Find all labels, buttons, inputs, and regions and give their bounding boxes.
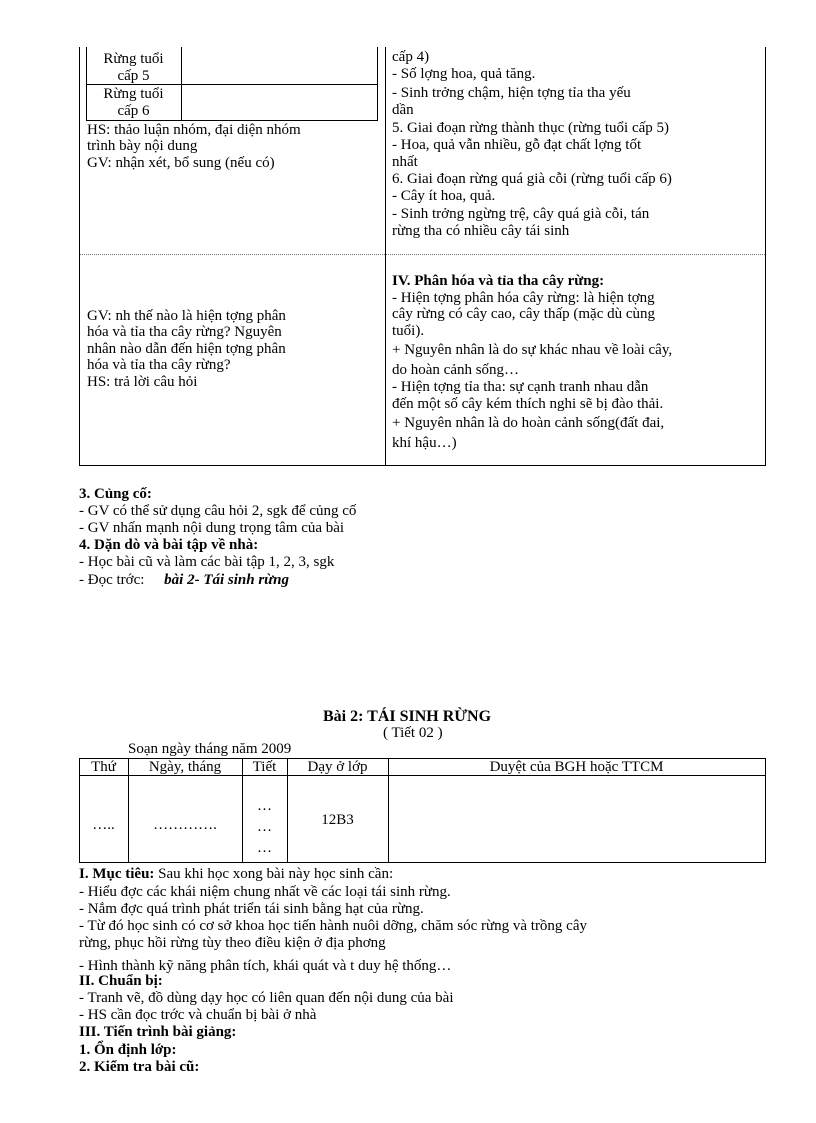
header-duyet: Duyệt của BGH hoặc TTCM — [489, 759, 664, 775]
age-class-6-label: Rừng tuổi cấp 6 — [103, 86, 164, 119]
preparation-heading: II. Chuẩn bị: — [79, 973, 163, 989]
process-step: 2. Kiểm tra bài cũ: — [79, 1059, 200, 1075]
consolidation-item: - GV có thể sử dụng câu hỏi 2, sgk để củng cố — [79, 503, 357, 519]
objective-item: rừng, phục hồi rừng tùy theo điều kiện ở địa phơng — [79, 935, 386, 951]
homework-item: - Học bài cũ và làm các bài tập 1, 2, 3, sgk — [79, 554, 335, 570]
homework-heading: 4. Dặn dò và bài tập về nhà: — [79, 537, 259, 553]
homework-item-reading: - Đọc trớc: bài 2- Tái sinh rừng — [79, 572, 290, 588]
cell-ngay: …………. — [153, 817, 217, 833]
lesson-title: Bài 2: TÁI SINH RỪNG — [323, 708, 492, 725]
objective-item: - Từ đó học sinh có cơ sở khoa học tiến hành nuôi dỡng, chăm sóc rừng và trồng cây — [79, 918, 588, 934]
cell-lop: 12B3 — [321, 812, 354, 828]
preparation-item: - Tranh vẽ, đồ dùng dạy học có liên quan đến nội dung của bài — [79, 990, 454, 1006]
date-line: Soạn ngày tháng năm 2009 — [128, 741, 292, 757]
header-thu: Thứ — [91, 759, 116, 775]
header-tiet: Tiết — [252, 759, 277, 775]
objective-item: - Hình thành kỹ năng phân tích, khái quát và t duy hệ thống… — [79, 958, 452, 974]
consolidation-heading: 3. Củng cố: — [79, 486, 152, 502]
objective-item: - Hiểu đợc các khái niệm chung nhất về các loại tái sinh rừng. — [79, 884, 451, 900]
cell-tiet: … … … — [257, 798, 272, 856]
objective-item: - Nắm đợc quá trình phát triển tái sinh bằng hạt của rừng. — [79, 901, 424, 917]
header-day-o-lop: Dạy ở lớp — [307, 759, 368, 775]
process-step: 1. Ổn định lớp: — [79, 1042, 177, 1058]
preparation-item: - HS cần đọc trớc và chuẩn bị bài ở nhà — [79, 1007, 317, 1023]
section-iv-heading: IV. Phân hóa và tỉa tha cây rừng: — [392, 273, 605, 289]
age-class-5-label: Rừng tuổi cấp 5 — [103, 51, 164, 84]
objectives-heading: I. Mục tiêu: Sau khi học xong bài này học sinh cần: — [79, 866, 394, 882]
header-ngay-thang: Ngày, tháng — [148, 759, 222, 775]
process-heading: III. Tiến trình bài giảng: — [79, 1024, 237, 1040]
cell-thu: ….. — [92, 817, 115, 833]
lesson-subtitle: ( Tiết 02 ) — [383, 725, 443, 741]
consolidation-item: - GV nhấn mạnh nội dung trọng tâm của bài — [79, 520, 345, 536]
